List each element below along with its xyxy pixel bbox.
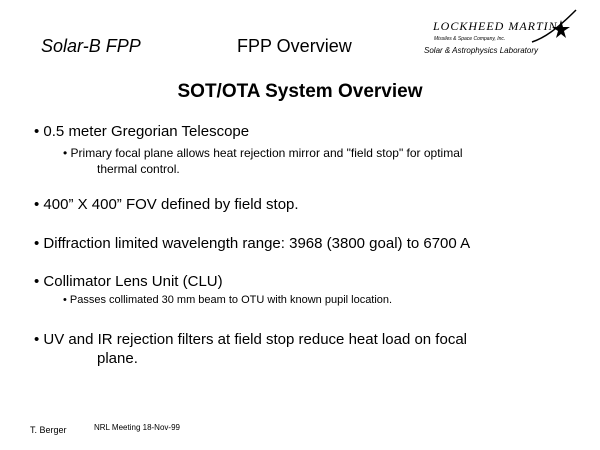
sub-bullet-focal-plane: • Primary focal plane allows heat rejection mirror and "field stop" for optimal [63, 146, 463, 160]
slide-title: SOT/OTA System Overview [177, 81, 423, 102]
header-project-title: Solar-B FPP [41, 36, 141, 56]
logo-subtitle-company: Missiles & Space Company, Inc. [434, 36, 506, 42]
bullet-clu: • Collimator Lens Unit (CLU) [34, 273, 223, 290]
bullet-filters-cont: plane. [97, 350, 138, 367]
bullet-wavelength: • Diffraction limited wavelength range: 3968 (3800 goal) to 6700 A [34, 235, 471, 252]
header-section-title: FPP Overview [237, 36, 352, 56]
footer-meeting: NRL Meeting 18-Nov-99 [94, 423, 180, 432]
lockheed-star-logo-icon [530, 8, 578, 46]
footer-author: T. Berger [30, 425, 67, 435]
bullet-filters: • UV and IR rejection filters at field stop reduce heat load on focal [34, 331, 467, 348]
lockheed-martin-logo-text: LOCKHEED MARTIN [433, 19, 558, 33]
bullet-fov: • 400” X 400” FOV defined by field stop. [34, 196, 299, 213]
sub-bullet-clu: • Passes collimated 30 mm beam to OTU with known pupil location. [63, 294, 393, 306]
logo-subtitle-lab: Solar & Astrophysics Laboratory [424, 46, 538, 55]
sub-bullet-focal-plane-cont: thermal control. [97, 162, 180, 176]
bullet-telescope: • 0.5 meter Gregorian Telescope [34, 123, 250, 140]
